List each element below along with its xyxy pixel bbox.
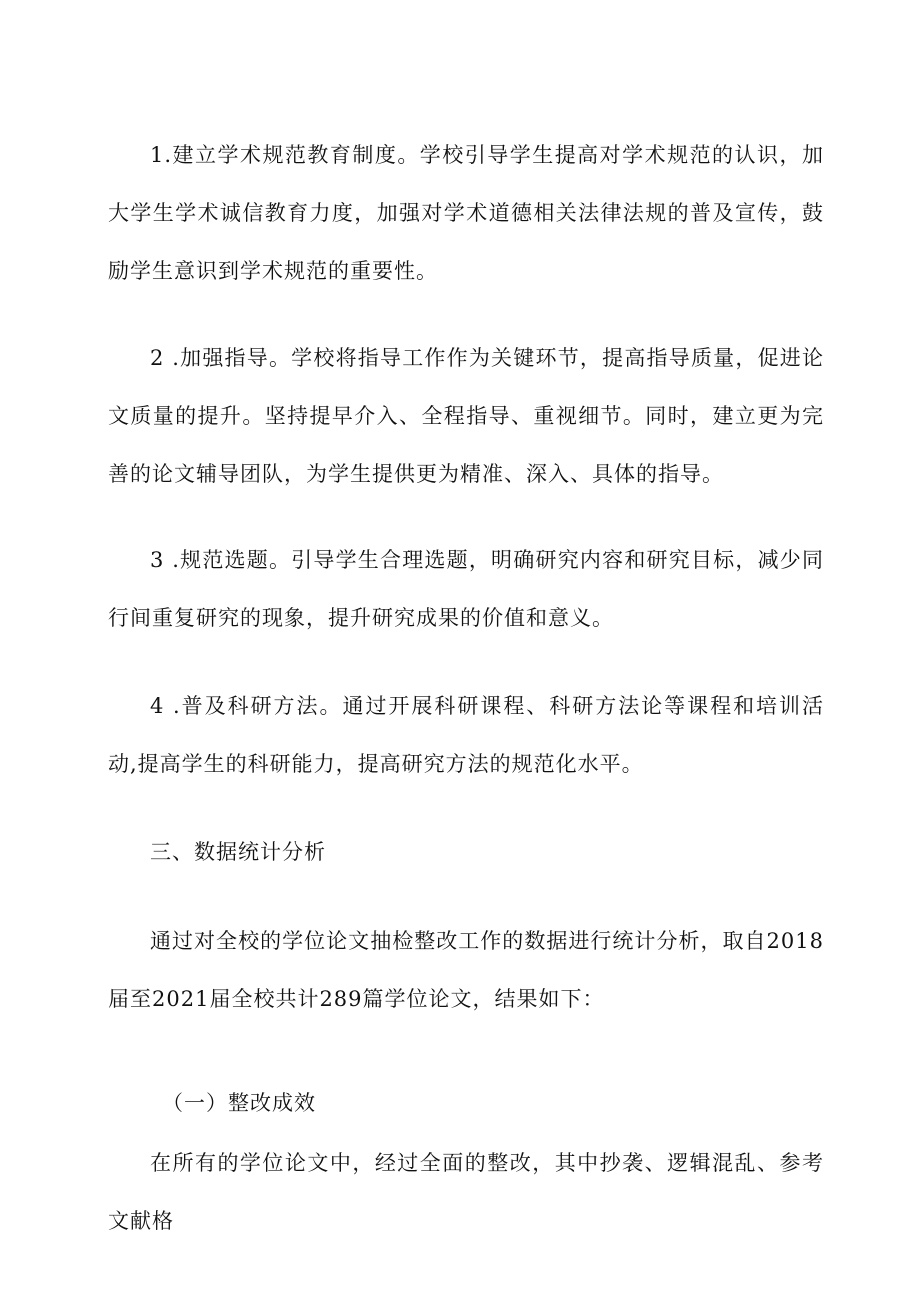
paragraph-strengthen-guidance: 2 .加强指导。学校将指导工作作为关键环节，提高指导质量，促进论文质量的提升。坚持提早介入、全程指导、重视细节。同时，建立更为完善的论文辅导团队，为学生提供更为精准、深入、具体的指导。 xyxy=(108,346,824,486)
paragraph-research-methods: 4 .普及科研方法。通过开展科研课程、科研方法论等课程和培训活动,提高学生的科研能力，提高研究方法的规范化水平。 xyxy=(108,694,824,776)
paragraph-statistics-overview: 通过对全校的学位论文抽检整改工作的数据进行统计分析，取自2018届至2021届全校共计289篇学位论文，结果如下： xyxy=(108,929,824,1011)
paragraph-academic-norms-education: 1.建立学术规范教育制度。学校引导学生提高对学术规范的认识，加大学生学术诚信教育力度，加强对学术道德相关法律法规的普及宣传，鼓励学生意识到学术规范的重要性。 xyxy=(108,143,824,283)
paragraph-topic-selection: 3 .规范选题。引导学生合理选题，明确研究内容和研究目标，减少同行间重复研究的现象，提升研究成果的价值和意义。 xyxy=(108,548,824,630)
subsection-heading-rectification-results: （一）整改成效 xyxy=(162,1091,316,1115)
paragraph-rectification-details: 在所有的学位论文中，经过全面的整改，其中抄袭、逻辑混乱、参考文献格 xyxy=(108,1151,824,1233)
section-heading-data-analysis: 三、数据统计分析 xyxy=(150,840,326,864)
